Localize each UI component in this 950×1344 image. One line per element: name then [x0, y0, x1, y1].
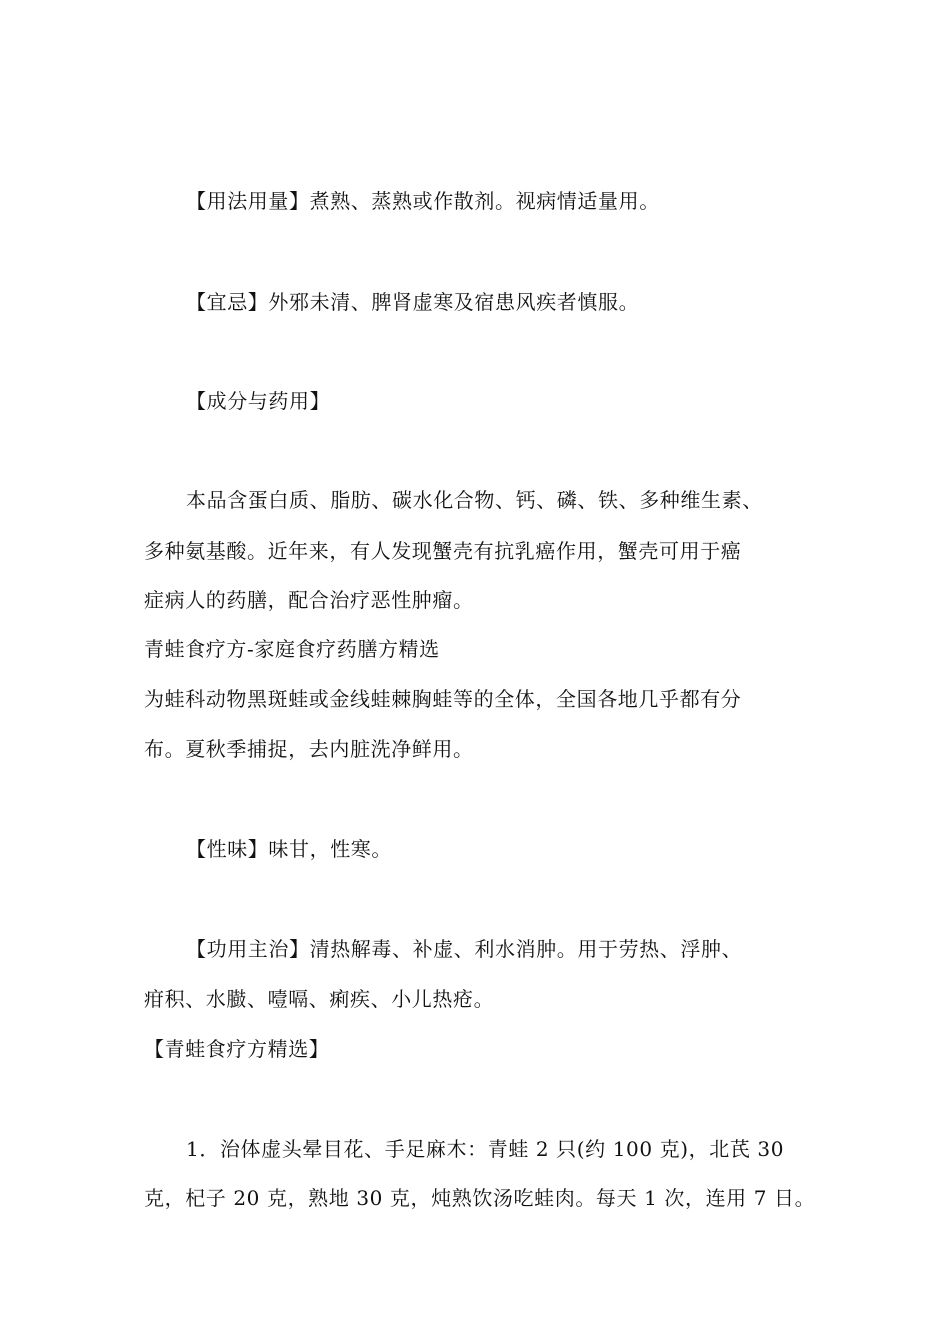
nature-taste-paragraph: 【性味】味甘，性寒。	[186, 837, 392, 861]
contraindications-paragraph: 【宜忌】外邪未清、脾肾虚寒及宿患风疾者慎服。	[186, 290, 640, 314]
recipes-heading: 【青蛙食疗方精选】	[144, 1037, 330, 1061]
usage-dosage-paragraph: 【用法用量】煮熟、蒸熟或作散剂。视病情适量用。	[186, 189, 660, 213]
function-indications-line-2: 疳积、水臌、噎嗝、痢疾、小儿热疮。	[144, 987, 495, 1011]
composition-heading: 【成分与药用】	[186, 389, 331, 413]
function-indications-line-1: 【功用主治】清热解毒、补虚、利水消肿。用于劳热、浮肿、	[186, 937, 743, 961]
composition-text-line-1: 本品含蛋白质、脂肪、碳水化合物、钙、磷、铁、多种维生素、	[186, 488, 763, 512]
recipe-1-line-2: 克，杞子 20 克，熟地 30 克，炖熟饮汤吃蛙肉。每天 1 次，连用 7 日。	[144, 1186, 816, 1210]
description-line-1: 为蛙科动物黑斑蛙或金线蛙棘胸蛙等的全体，全国各地几乎都有分	[144, 687, 742, 711]
composition-text-line-2: 多种氨基酸。近年来，有人发现蟹壳有抗乳癌作用，蟹壳可用于癌	[144, 539, 742, 563]
composition-text-line-3: 症病人的药膳，配合治疗恶性肿瘤。	[144, 588, 474, 612]
section-title: 青蛙食疗方-家庭食疗药膳方精选	[144, 637, 440, 661]
description-line-2: 布。夏秋季捕捉，去内脏洗净鲜用。	[144, 737, 474, 761]
recipe-1-line-1: 1．治体虚头晕目花、手足麻木：青蛙 2 只(约 100 克)，北芪 30	[186, 1137, 785, 1161]
